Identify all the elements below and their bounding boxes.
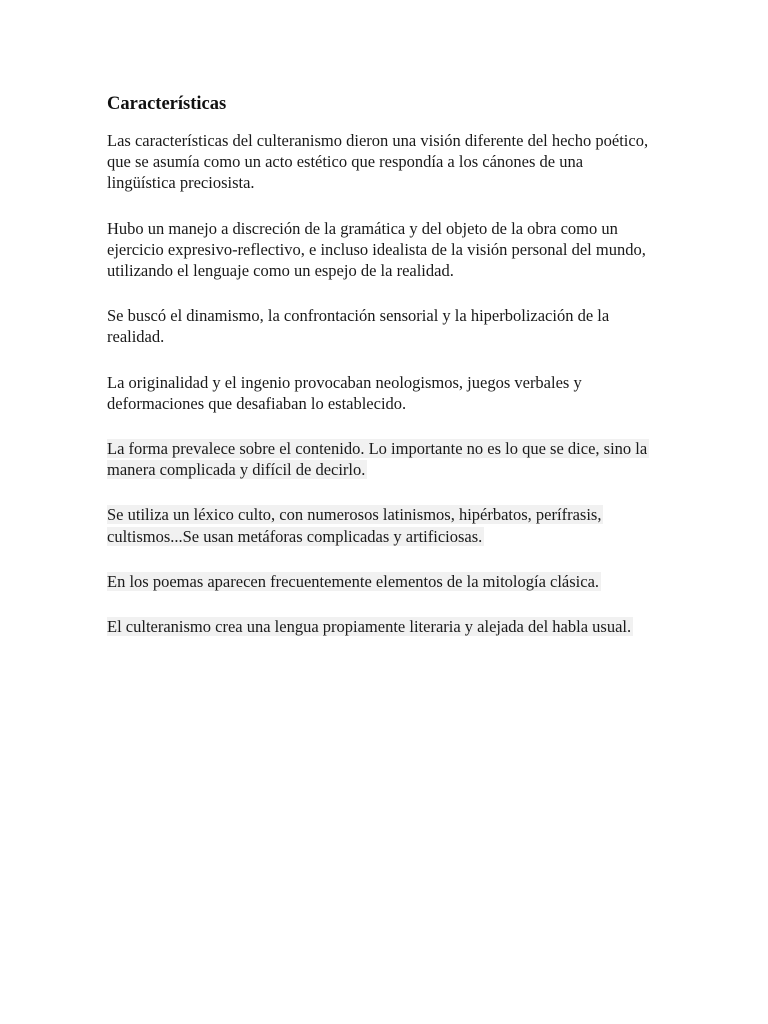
document-page (107, 90, 655, 661)
paragraph: Las características del culteranismo dieron una visión diferente del hecho poético, que se asumía como un acto estético que respondía a los cánones de una lingüística preciosista. (107, 131, 649, 193)
paragraph: Hubo un manejo a discreción de la gramática y del objeto de la obra como un ejercicio expresivo-reflectivo, e incluso idealista de la visión personal del mundo, utilizando el lenguaje como un espejo de la realidad. (107, 218, 646, 281)
highlighted-text: La forma prevalece sobre el contenido. Lo importante no es lo que se dice, sino la manera complicada y difícil de decirlo. (107, 439, 648, 480)
highlighted-paragraph (107, 571, 655, 592)
section-heading: Características (107, 94, 227, 114)
highlighted-paragraph (107, 616, 655, 637)
highlighted-paragraph (107, 504, 655, 546)
highlighted-paragraph (107, 438, 655, 480)
highlighted-text: En los poemas aparecen frecuentemente elementos de la mitología clásica. (107, 571, 600, 591)
highlighted-text: El culteranismo crea una lengua propiamente literaria y alejada del habla usual. (107, 617, 632, 637)
highlighted-text: Se utiliza un léxico culto, con numerosos latinismos, hipérbatos, perífrasis, cultismos...Se usan metáforas complicadas y artificiosas. (107, 505, 602, 546)
paragraph: La originalidad y el ingenio provocaban neologismos, juegos verbales y deformaciones que desafiaban lo establecido. (107, 372, 582, 413)
paragraph: Se buscó el dinamismo, la confrontación sensorial y la hiperbolización de la realidad. (107, 306, 610, 347)
